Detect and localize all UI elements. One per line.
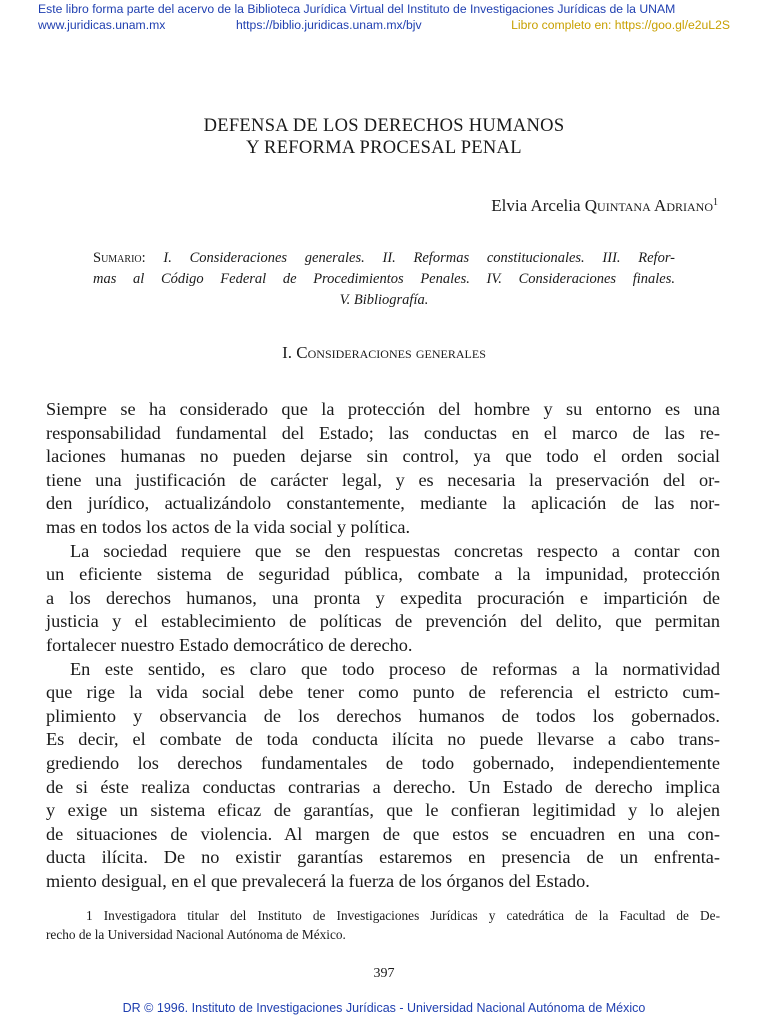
text-line: Siempre se ha considerado que la protección del hombre y su entorno es una [46, 399, 720, 419]
page-number: 397 [373, 966, 395, 981]
text-line: a los derechos humanos, una pronta y expedita procuración e impartición de [46, 587, 720, 608]
text-line: y exige un sistema eficaz de garantías, que le confieran legitimidad y lo alejen [46, 800, 720, 821]
chapter-title-line-1: DEFENSA DE LOS DERECHOS HUMANOS [203, 116, 565, 136]
text-line: responsabilidad fundamental del Estado; las conductas en el marco de las re- [46, 422, 720, 443]
author-given-names: Elvia Arcelia [491, 196, 585, 215]
text-line: laciones humanas no pueden dejarse sin control, ya que todo el orden social [46, 446, 720, 467]
section-title: Consideraciones generales [296, 343, 486, 362]
collection-notice: Este libro forma parte del acervo de la Biblioteca Jurídica Virtual del Instituto de Investigaciones Jurídicas de la UNAM [38, 2, 676, 16]
text-line: un eficiente sistema de seguridad pública, combate a la impunidad, protección [46, 564, 720, 585]
full-book-link[interactable]: Libro completo en: https://goo.gl/e2uL2S [511, 18, 730, 32]
text-line: Es decir, el combate de toda conducta ilícita no puede llevarse a cabo trans- [46, 729, 720, 750]
section-numeral: I. [282, 343, 297, 362]
biblioteca-link[interactable]: https://biblio.juridicas.unam.mx/bjv [236, 18, 422, 32]
text-line: de situaciones de violencia. Al margen de que estos se encuadren en una con- [46, 823, 720, 844]
summary-line-1 [93, 248, 675, 269]
text-line: den jurídico, actualizándolo constantemente, mediante la aplicación de las nor- [46, 493, 720, 514]
footnote-line-2: recho de la Universidad Nacional Autónoma de México. [46, 927, 346, 942]
summary-line-2: mas al Código Federal de Procedimientos Penales. IV. Consideraciones finales. [93, 271, 675, 287]
text-line: En este sentido, es claro que todo proceso de reformas a la normatividad [70, 658, 720, 679]
text-line: miento desigual, en el que prevalecerá la fuerza de los órganos del Estado. [46, 870, 590, 891]
text-line: ducta ilícita. De no existir garantías estaremos en presencia de un enfrenta- [46, 847, 720, 868]
summary-line-1-text: I. Consideraciones generales. II. Reformas constitucionales. III. Refor- [145, 250, 675, 266]
copyright-footer: DR © 1996. Instituto de Investigaciones Jurídicas - Universidad Nacional Autónoma de México [122, 1001, 646, 1015]
text-line: plimiento y observancia de los derechos humanos de todos los gobernados. [46, 705, 720, 726]
summary-line-3: V. Bibliografía. [339, 292, 429, 308]
footnote [46, 906, 720, 944]
header-banner [0, 0, 768, 36]
text-line: de si éste realiza conductas contrarias a derecho. Un Estado de derecho implica [46, 776, 720, 797]
text-line: fortalecer nuestro Estado democrático de derecho. [46, 634, 413, 655]
author-footnote-mark: 1 [713, 197, 718, 208]
section-heading [0, 343, 768, 363]
body-text [46, 398, 720, 893]
text-line: tiene una justificación de carácter legal, y es necesaria la preservación del or- [46, 469, 720, 490]
summary-label: Sumario: [93, 250, 146, 266]
text-line: La sociedad requiere que se den respuestas concretas respecto a contar con [70, 540, 720, 561]
text-line: justicia y el establecimiento de políticas de prevención del delito, que permitan [46, 611, 720, 632]
summary [93, 248, 675, 311]
text-line: grediendo los derechos fundamentales de todo gobernado, independientemente [46, 752, 720, 773]
juridicas-link[interactable]: www.juridicas.unam.mx [38, 18, 166, 32]
author-surname: Quintana Adriano [584, 196, 713, 215]
chapter-title-line-2: Y REFORMA PROCESAL PENAL [246, 138, 522, 158]
text-line: que rige la vida social debe tener como punto de referencia el estricto cum- [46, 682, 720, 703]
footnote-line-1: 1 Investigadora titular del Instituto de Investigaciones Jurídicas y catedrática de la Facultad de De- [86, 908, 720, 923]
text-line: mas en todos los actos de la vida social y política. [46, 516, 411, 537]
author-name [491, 196, 718, 216]
